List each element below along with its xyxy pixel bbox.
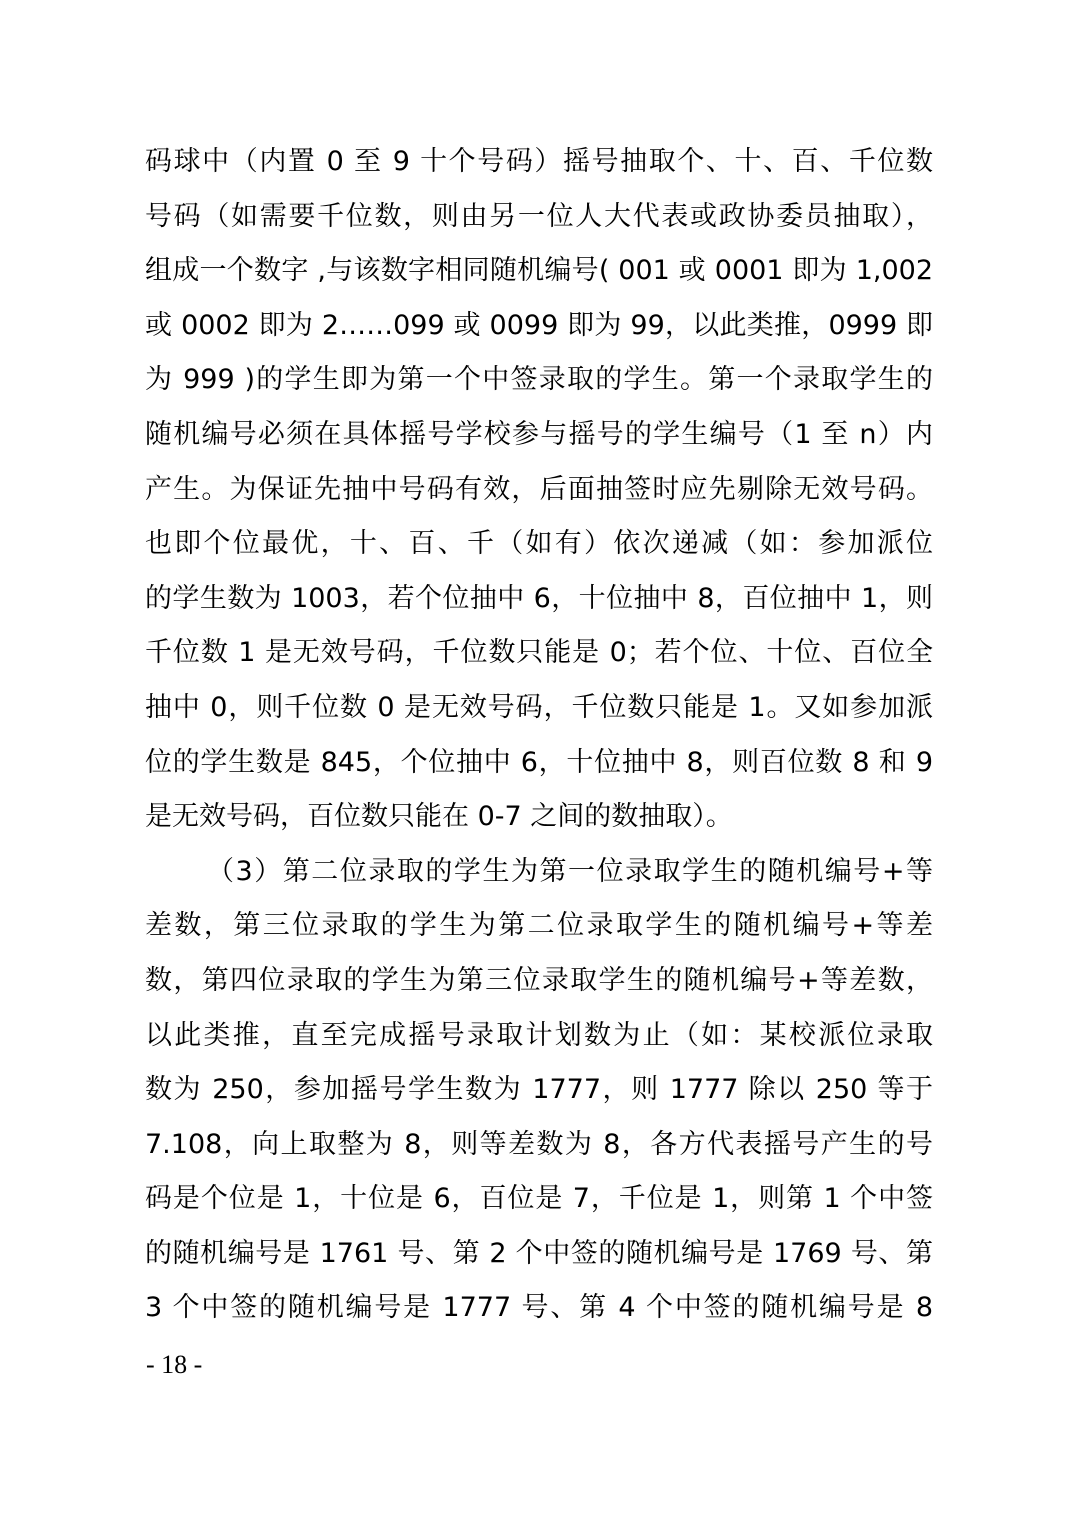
text-line: 3 个中签的随机编号是 1777 号、第 4 个中签的随机编号是 8 <box>145 1292 933 1324</box>
text-line: 数为 250，参加摇号学生数为 1777，则 1777 除以 250 等于 <box>145 1074 933 1106</box>
text-line: 抽中 0，则千位数 0 是无效号码，千位数只能是 1。又如参加派 <box>145 691 933 723</box>
page-number: - 18 - <box>146 1350 203 1379</box>
text-line: 或 0002 即为 2……099 或 0099 即为 99，以此类推，0999 即 <box>145 309 933 341</box>
text-line: 是无效号码，百位数只能在 0-7 之间的数抽取）。 <box>145 801 733 833</box>
text-line: 差数，第三位录取的学生为第二位录取学生的随机编号+等差 <box>145 910 933 942</box>
body-text <box>145 135 933 1336</box>
text-line: 组成一个数字 ,与该数字相同随机编号( 001 或 0001 即为 1,002 <box>145 255 933 287</box>
text-line: 号码（如需要千位数，则由另一位人大代表或政协委员抽取）， <box>145 200 933 232</box>
text-line: 为 999 )的学生即为第一个中签录取的学生。第一个录取学生的 <box>145 364 933 396</box>
text-line: 位的学生数是 845，个位抽中 6，十位抽中 8，则百位数 8 和 9 <box>145 746 933 778</box>
text-line: 的学生数为 1003，若个位抽中 6，十位抽中 8，百位抽中 1，则 <box>145 582 933 614</box>
text-line: 随机编号必须在具体摇号学校参与摇号的学生编号（1 至 n）内 <box>145 418 933 450</box>
text-line: 也即个位最优，十、百、千（如有）依次递减（如：参加派位 <box>145 528 933 560</box>
text-line-item-3-start: （3）第二位录取的学生为第一位录取学生的随机编号+等 <box>207 855 933 887</box>
text-line: 的随机编号是 1761 号、第 2 个中签的随机编号是 1769 号、第 <box>145 1237 933 1269</box>
text-line: 码是个位是 1，十位是 6，百位是 7，千位是 1，则第 1 个中签 <box>145 1183 933 1215</box>
text-line: 产生。为保证先抽中号码有效，后面抽签时应先剔除无效号码。 <box>145 473 933 505</box>
text-line: 7.108，向上取整为 8，则等差数为 8，各方代表摇号产生的号 <box>145 1128 933 1160</box>
text-line: 码球中（内置 0 至 9 十个号码）摇号抽取个、十、百、千位数 <box>145 146 933 177</box>
text-line: 千位数 1 是无效号码，千位数只能是 0；若个位、十位、百位全 <box>145 637 933 669</box>
text-line: 数，第四位录取的学生为第三位录取学生的随机编号+等差数， <box>145 964 933 996</box>
text-line: 以此类推，直至完成摇号录取计划数为止（如：某校派位录取 <box>145 1019 933 1051</box>
